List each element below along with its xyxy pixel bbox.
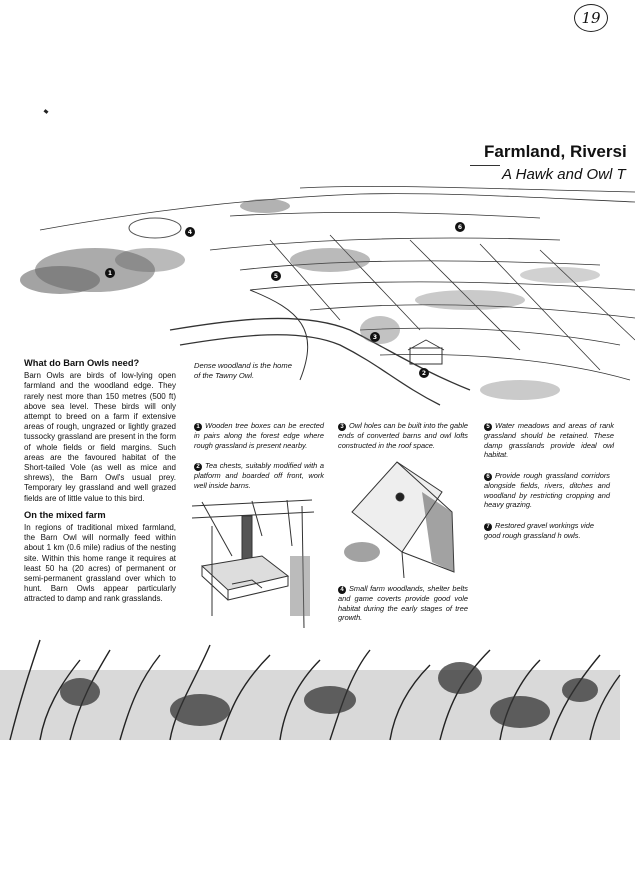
note-3-text: Owl holes can be built into the gable ends of converted barns and owl lofts constructed in the roof space. [338,421,468,450]
illustration-caption [194,361,299,381]
note-7-number: 7 [484,523,492,531]
barn-gable-owl-hole-illustration [342,452,464,580]
note-6-number: 6 [484,473,492,481]
note-2 [194,461,324,490]
page-number: 19 [574,4,608,32]
note-5-text: Water meadows and areas of rank grassland should be retained. These damp grasslands provide ideal owl habitat. [484,421,614,460]
paragraph-mixed-farm: In regions of traditional mixed farmland, the Barn Owl will normally feed within about 1 km (0.6 mile) radius of the nesting site. Within this home range it requires at least 50 ha (20 acres) of permanent or semi-permanent grassland over which to hunt. Barn Owls appear particularly attracted to damp and rank grasslands. [24,523,176,604]
marker-2: 2 [421,370,427,377]
note-3-number: 3 [338,423,346,431]
barn-owl-article [24,358,176,611]
marker-3: 3 [372,334,378,341]
note-5 [484,421,614,460]
note-6-text: Provide rough grassland corridors alongside fields, rivers, ditches and woodland by restricting cropping and heavy grazing. [484,471,610,510]
note-1-text: Wooden tree boxes can be erected in pairs along the forest edge where rough grassland is present nearby. [194,421,324,450]
hedgerow-grass-illustration [0,630,635,745]
note-2-number: 2 [194,463,202,471]
heading-mixed-farm: On the mixed farm [24,509,106,520]
note-2-text: Tea chests, suitably modified with a platform and boarded off front, work well inside barns. [194,461,324,490]
note-4-text: Small farm woodlands, shelter belts and game coverts provide good vole habitat during the early stages of tree growth. [338,584,468,623]
marker-6: 6 [457,224,463,231]
tea-chest-nestbox-illustration [192,496,320,628]
scan-speck [44,109,49,114]
note-6 [484,471,610,510]
caption-line-1: Dense woodland is the home [194,361,292,370]
note-1 [194,421,324,450]
caption-line-2: of the Tawny Owl. [194,371,255,380]
note-1-number: 1 [194,423,202,431]
marker-1: 1 [107,270,113,277]
heading-barn-owls-need: What do Barn Owls need? [24,358,140,368]
page-subtitle: A Hawk and Owl T [502,166,626,183]
page-title: Farmland, Riversi [484,142,627,161]
title-rule [470,165,500,166]
marker-5: 5 [273,273,279,280]
note-4 [338,584,468,623]
note-7-text: Restored gravel workings vide good rough grassland h owls. [484,521,594,540]
note-5-number: 5 [484,423,492,431]
marker-4: 4 [187,229,193,236]
note-3 [338,421,468,450]
note-4-number: 4 [338,586,346,594]
note-7 [484,521,594,541]
paragraph-barn-owls-need: Barn Owls are birds of low-lying open farmland and the woodland edge. They rarely nest more than 150 metres (500 ft) above sea level. These birds will only attempt to breed on a farm if extensive areas of rough, ungrazed or lightly grazed tussocky grassland are present in the form of whole fields or field margins. Such areas are the favoured habitat of the Short-tailed Vole (as well as mice and shrews), the Barn Owl's usual prey. Temporary ley grassland and well grazed fields are of little value to this bird. [24,371,176,503]
